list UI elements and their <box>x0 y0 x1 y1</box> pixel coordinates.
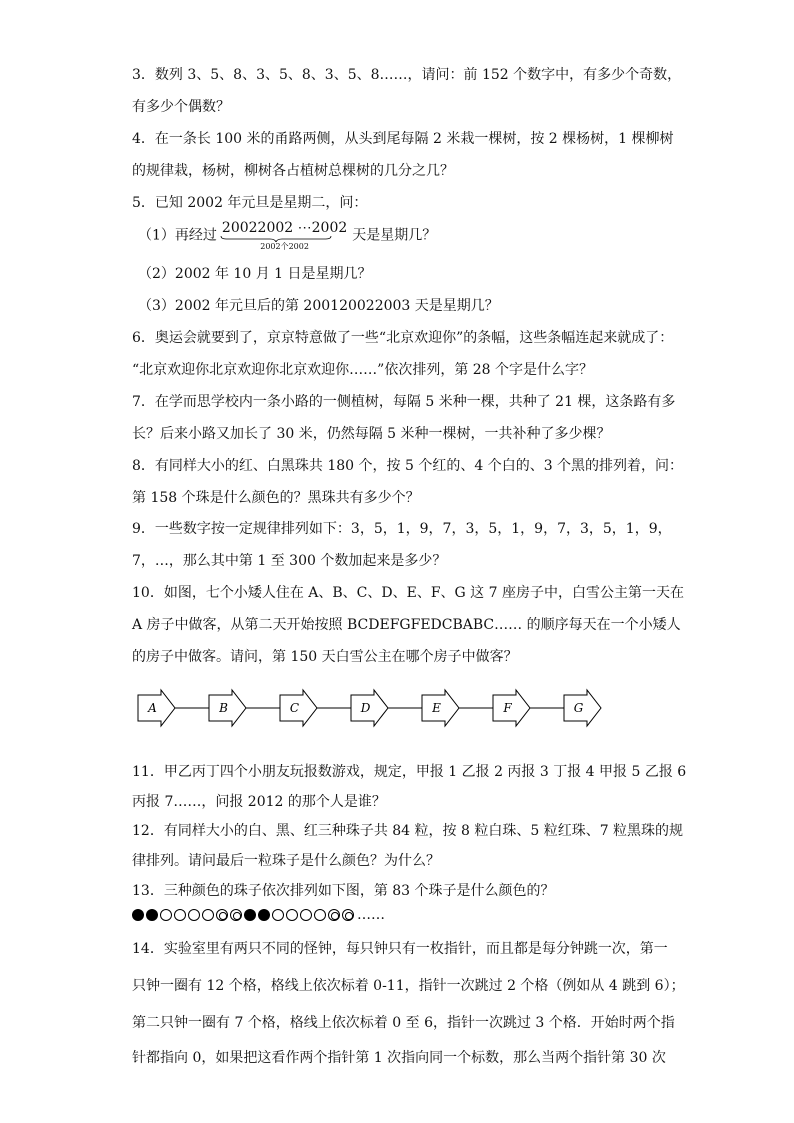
problem-14-line-4: 针都指向 0，如果把这看作两个指针第 1 次指向同一个标数，那么当两个指针第 30 次 <box>132 1050 666 1066</box>
bead-white <box>314 909 326 921</box>
bead-white <box>188 909 200 921</box>
problem-8-line-2: 第 158 个珠是什么颜色的？黑珠共有多少个？ <box>132 490 420 506</box>
bead-white <box>160 909 172 921</box>
problem-10-line-1: 10．如图，七个小矮人住在 A、B、C、D、E、F、G 这 7 座房子中，白雪公主第一天在 <box>132 585 684 601</box>
problem-10-line-2: A 房子中做客，从第二天开始按照 BCDEFGFEDCBABC…… 的顺序每天在一个小矮人 <box>132 617 681 633</box>
problem-13-line-1: 13．三种颜色的珠子依次排列如下图，第 83 个珠子是什么颜色的？ <box>132 883 555 899</box>
bead-white <box>272 909 284 921</box>
bead-sequence <box>132 906 385 924</box>
houses-diagram <box>132 672 612 744</box>
problem-3-line-1: 3．数列 3、5、8、3、5、8、3、5、8……，请问：前 152 个数字中，有多少个奇数， <box>132 67 682 83</box>
repeat-count-label: 2002个2002 <box>260 242 309 251</box>
bead-ellipsis: …… <box>357 907 385 923</box>
problem-14-line-3: 第二只钟一圈有 7 个格，格线上依次标着 0 至 6，指针一次跳过 3 个格．开始时两个指 <box>132 1015 675 1031</box>
house-label-f: F <box>503 701 512 715</box>
house-label-d: D <box>360 701 371 715</box>
part-1-prefix: （1）再经过 <box>138 227 217 244</box>
bead-double <box>230 909 242 921</box>
problem-9-line-2: 7，…，那么其中第 1 至 300 个数加起来是多少？ <box>132 553 447 569</box>
bead-double <box>216 909 228 921</box>
problem-4-line-1: 4．在一条长 100 米的甬路两侧，从头到尾每隔 2 米栽一棵树，按 2 棵杨树，1 棵柳树 <box>132 131 674 147</box>
problem-10-line-3: 的房子中做客。请问，第 150 天白雪公主在哪个房子中做客？ <box>132 649 518 665</box>
bead-holder <box>132 909 356 921</box>
problem-6-line-2: “北京欢迎你北京欢迎你北京欢迎你……”依次排列，第 28 个字是什么字？ <box>132 362 594 378</box>
bead-white <box>286 909 298 921</box>
problem-5-part-3: （3）2002 年元旦后的第 200120022003 天是星期几？ <box>138 298 499 314</box>
problem-12-line-1: 12．有同样大小的白、黑、红三种珠子共 84 粒，按 8 粒白珠、5 粒红珠、7 粒黑珠的规 <box>132 823 684 839</box>
house-label-b: B <box>219 701 228 715</box>
house-label-g: G <box>573 701 584 715</box>
house-label-c: C <box>289 701 300 715</box>
problem-14-line-2: 只钟一圈有 12 个格，格线上依次标着 0-11，指针一次跳过 2 个格（例如从 4 跳到 6）； <box>132 978 685 994</box>
problem-12-line-2: 律排列。请问最后一粒珠子是什么颜色？为什么？ <box>132 853 440 869</box>
problem-9-line-1: 9．一些数字按一定规律排列如下：3，5，1，9，7，3，5，1，9，7，3，5，1，9， <box>132 521 672 537</box>
problem-8-line-1: 8．有同样大小的红、白黑珠共 180 个，按 5 个红的、4 个白的、3 个黑的排列着，问： <box>132 458 684 474</box>
bead-black <box>146 909 158 921</box>
bead-white <box>300 909 312 921</box>
bead-black <box>258 909 270 921</box>
problem-11-line-1: 11．甲乙丙丁四个小朋友玩报数游戏，规定，甲报 1 乙报 2 丙报 3 丁报 4 甲报 5 乙报 6 <box>132 764 687 780</box>
problem-7-line-1: 7．在学而思学校内一条小路的一侧植树，每隔 5 米种一棵，共种了 21 棵，这条路有多 <box>132 394 676 410</box>
problem-11-line-2: 丙报 7……，问报 2012 的那个人是谁？ <box>132 794 386 810</box>
bead-black <box>244 909 256 921</box>
problem-5-line-1: 5．已知 2002 年元旦是星期二，问： <box>132 195 368 211</box>
part-1-suffix: 天是星期几？ <box>352 227 437 244</box>
repeated-number-expression <box>220 220 349 251</box>
problem-5-part-2: （2）2002 年 10 月 1 日是星期几？ <box>138 266 372 282</box>
bead-white <box>174 909 186 921</box>
house-label-a: A <box>148 701 157 715</box>
repeated-number: 20022002 ⋯2002 <box>221 220 348 236</box>
problem-14-line-1: 14．实验室里有两只不同的怪钟，每只钟只有一枚指针，而且都是每分钟跳一次，第一 <box>132 941 668 957</box>
problem-5-part-1 <box>138 220 436 251</box>
bead-white <box>202 909 214 921</box>
problem-7-line-2: 长？后来小路又加长了 30 米，仍然每隔 5 米种一棵树，一共补种了多少棵？ <box>132 426 611 442</box>
problem-3-line-2: 有多少个偶数？ <box>132 99 230 115</box>
problem-6-line-1: 6．奥运会就要到了，京京特意做了一些“北京欢迎你”的条幅，这些条幅连起来就成了： <box>132 330 674 346</box>
bead-black <box>132 909 144 921</box>
problem-4-line-2: 的规律栽，杨树，柳树各占植树总棵树的几分之几？ <box>132 163 454 179</box>
bead-double <box>328 909 340 921</box>
house-label-e: E <box>432 701 441 715</box>
bead-double <box>342 909 354 921</box>
